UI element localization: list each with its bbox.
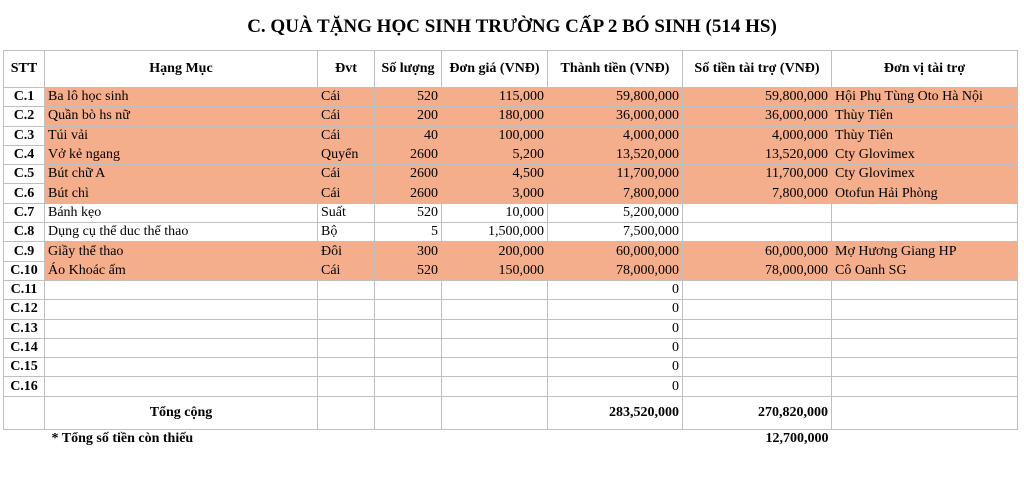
row-sponsor[interactable] — [832, 338, 1018, 357]
row-unit-price[interactable]: 115,000 — [442, 88, 548, 107]
row-stt[interactable]: C.6 — [4, 184, 45, 203]
row-unit-price[interactable]: 150,000 — [442, 261, 548, 280]
total-stt-cell[interactable] — [4, 396, 45, 429]
row-sponsored-amount[interactable] — [683, 203, 832, 222]
row-quantity[interactable] — [375, 358, 442, 377]
row-sponsored-amount[interactable]: 59,800,000 — [683, 88, 832, 107]
row-total[interactable]: 78,000,000 — [548, 261, 683, 280]
row-sponsor[interactable]: Mợ Hương Giang HP — [832, 242, 1018, 261]
table-row — [4, 338, 1018, 357]
total-sponsor-cell[interactable] — [832, 396, 1018, 429]
table-row — [4, 261, 1018, 280]
row-item[interactable] — [45, 358, 318, 377]
row-unit[interactable]: Cái — [318, 107, 375, 126]
row-stt[interactable]: C.16 — [4, 377, 45, 396]
row-sponsored-amount[interactable] — [683, 280, 832, 299]
grand-total-value[interactable]: 283,520,000 — [548, 396, 683, 429]
row-quantity[interactable]: 520 — [375, 261, 442, 280]
row-quantity[interactable]: 2600 — [375, 184, 442, 203]
row-unit[interactable]: Suất — [318, 203, 375, 222]
row-quantity[interactable] — [375, 300, 442, 319]
row-stt[interactable]: C.1 — [4, 88, 45, 107]
table-row — [4, 126, 1018, 145]
row-item[interactable]: Túi vải — [45, 126, 318, 145]
row-total[interactable]: 11,700,000 — [548, 165, 683, 184]
table-row — [4, 319, 1018, 338]
row-quantity[interactable]: 520 — [375, 203, 442, 222]
row-sponsor[interactable]: Cô Oanh SG — [832, 261, 1018, 280]
row-sponsor[interactable]: Thùy Tiên — [832, 107, 1018, 126]
row-stt[interactable]: C.7 — [4, 203, 45, 222]
row-sponsored-amount[interactable]: 4,000,000 — [683, 126, 832, 145]
row-total[interactable]: 0 — [548, 319, 683, 338]
row-item[interactable]: Ba lô học sinh — [45, 88, 318, 107]
row-item[interactable]: Giầy thể thao — [45, 242, 318, 261]
row-total[interactable]: 5,200,000 — [548, 203, 683, 222]
total-sponsored-value[interactable]: 270,820,000 — [683, 396, 832, 429]
row-unit[interactable]: Cái — [318, 261, 375, 280]
row-item[interactable] — [45, 300, 318, 319]
row-stt[interactable]: C.13 — [4, 319, 45, 338]
row-quantity[interactable]: 2600 — [375, 165, 442, 184]
row-stt[interactable]: C.8 — [4, 223, 45, 242]
row-stt[interactable]: C.3 — [4, 126, 45, 145]
row-unit[interactable] — [318, 319, 375, 338]
row-total[interactable]: 4,000,000 — [548, 126, 683, 145]
row-sponsor[interactable] — [832, 280, 1018, 299]
row-item[interactable]: Quần bò hs nữ — [45, 107, 318, 126]
table-row — [4, 165, 1018, 184]
row-quantity[interactable] — [375, 377, 442, 396]
row-unit-price[interactable]: 1,500,000 — [442, 223, 548, 242]
row-unit[interactable]: Cái — [318, 88, 375, 107]
row-unit-price[interactable]: 200,000 — [442, 242, 548, 261]
row-unit[interactable]: Cái — [318, 184, 375, 203]
row-unit[interactable]: Quyển — [318, 145, 375, 164]
header-item[interactable]: Hạng Mục — [45, 51, 318, 88]
row-stt[interactable]: C.12 — [4, 300, 45, 319]
row-item[interactable]: Áo Khoác ấm — [45, 261, 318, 280]
row-sponsor[interactable] — [832, 377, 1018, 396]
row-stt[interactable]: C.4 — [4, 145, 45, 164]
row-quantity[interactable]: 300 — [375, 242, 442, 261]
row-sponsor[interactable] — [832, 358, 1018, 377]
row-stt[interactable]: C.11 — [4, 280, 45, 299]
row-sponsored-amount[interactable] — [683, 319, 832, 338]
row-sponsored-amount[interactable]: 13,520,000 — [683, 145, 832, 164]
row-total[interactable]: 36,000,000 — [548, 107, 683, 126]
row-stt[interactable]: C.2 — [4, 107, 45, 126]
total-label[interactable]: Tổng cộng — [45, 396, 318, 429]
row-sponsor[interactable] — [832, 300, 1018, 319]
row-sponsor[interactable] — [832, 223, 1018, 242]
row-total[interactable]: 59,800,000 — [548, 88, 683, 107]
shortfall-label[interactable]: * Tổng số tiền còn thiếu — [51, 430, 194, 446]
row-total[interactable]: 0 — [548, 300, 683, 319]
total-qty-cell[interactable] — [375, 396, 442, 429]
row-quantity[interactable]: 5 — [375, 223, 442, 242]
row-unit-price[interactable]: 4,500 — [442, 165, 548, 184]
row-item[interactable] — [45, 377, 318, 396]
table-row — [4, 358, 1018, 377]
row-stt[interactable]: C.15 — [4, 358, 45, 377]
row-quantity[interactable]: 200 — [375, 107, 442, 126]
header-quantity[interactable]: Số lượng — [375, 51, 442, 88]
row-unit-price[interactable]: 10,000 — [442, 203, 548, 222]
row-sponsor[interactable]: Otofun Hải Phòng — [832, 184, 1018, 203]
row-sponsor[interactable] — [832, 203, 1018, 222]
total-row — [4, 396, 1018, 429]
header-stt[interactable]: STT — [4, 51, 45, 88]
row-sponsored-amount[interactable] — [683, 223, 832, 242]
row-item[interactable]: Bút chữ A — [45, 165, 318, 184]
table-row — [4, 280, 1018, 299]
row-total[interactable]: 7,800,000 — [548, 184, 683, 203]
row-sponsor[interactable]: Hội Phụ Tùng Oto Hà Nội — [832, 88, 1018, 107]
row-unit-price[interactable] — [442, 338, 548, 357]
row-item[interactable] — [45, 338, 318, 357]
row-sponsored-amount[interactable] — [683, 377, 832, 396]
header-row — [4, 51, 1018, 88]
gift-table — [3, 50, 1018, 448]
table-row — [4, 184, 1018, 203]
row-sponsor[interactable]: Cty Glovimex — [832, 145, 1018, 164]
table-row — [4, 88, 1018, 107]
sheet-title: C. QUÀ TẶNG HỌC SINH TRƯỜNG CẤP 2 BÓ SINH (514 HS) — [247, 16, 777, 37]
row-stt[interactable]: C.14 — [4, 338, 45, 357]
row-stt[interactable]: C.5 — [4, 165, 45, 184]
row-quantity[interactable] — [375, 319, 442, 338]
total-unit-cell[interactable] — [318, 396, 375, 429]
row-sponsored-amount[interactable]: 7,800,000 — [683, 184, 832, 203]
row-unit[interactable]: Bộ — [318, 223, 375, 242]
row-unit[interactable] — [318, 338, 375, 357]
row-item[interactable] — [45, 280, 318, 299]
row-sponsor[interactable]: Cty Glovimex — [832, 165, 1018, 184]
row-unit-price[interactable] — [442, 280, 548, 299]
shortfall-value[interactable]: 12,700,000 — [765, 430, 829, 446]
row-stt[interactable]: C.9 — [4, 242, 45, 261]
row-unit-price[interactable]: 180,000 — [442, 107, 548, 126]
row-unit[interactable]: Cái — [318, 165, 375, 184]
row-unit-price[interactable]: 5,200 — [442, 145, 548, 164]
row-sponsor[interactable]: Thùy Tiên — [832, 126, 1018, 145]
row-item[interactable]: Vở kẻ ngang — [45, 145, 318, 164]
row-unit-price[interactable] — [442, 319, 548, 338]
table-row — [4, 242, 1018, 261]
row-unit[interactable] — [318, 358, 375, 377]
table-row — [4, 223, 1018, 242]
row-sponsored-amount[interactable]: 78,000,000 — [683, 261, 832, 280]
row-unit[interactable]: Cái — [318, 126, 375, 145]
header-unit[interactable]: Đvt — [318, 51, 375, 88]
row-unit-price[interactable]: 100,000 — [442, 126, 548, 145]
shortfall-row — [4, 429, 1018, 448]
row-item[interactable]: Bút chì — [45, 184, 318, 203]
table-row — [4, 203, 1018, 222]
row-quantity[interactable]: 2600 — [375, 145, 442, 164]
row-sponsor[interactable] — [832, 319, 1018, 338]
row-sponsored-amount[interactable]: 60,000,000 — [683, 242, 832, 261]
table-row — [4, 377, 1018, 396]
row-total[interactable]: 0 — [548, 377, 683, 396]
row-quantity[interactable]: 40 — [375, 126, 442, 145]
header-unit-price[interactable]: Đơn giá (VNĐ) — [442, 51, 548, 88]
row-item[interactable]: Bánh kẹo — [45, 203, 318, 222]
row-total[interactable]: 0 — [548, 338, 683, 357]
table-row — [4, 145, 1018, 164]
row-total[interactable]: 0 — [548, 280, 683, 299]
header-sponsored-amount[interactable]: Số tiền tài trợ (VNĐ) — [683, 51, 832, 88]
row-stt[interactable]: C.10 — [4, 261, 45, 280]
row-unit[interactable] — [318, 377, 375, 396]
row-item[interactable]: Dụng cụ thể duc thể thao — [45, 223, 318, 242]
total-price-cell[interactable] — [442, 396, 548, 429]
row-unit[interactable]: Đôi — [318, 242, 375, 261]
row-quantity[interactable]: 520 — [375, 88, 442, 107]
row-sponsored-amount[interactable] — [683, 300, 832, 319]
row-unit[interactable] — [318, 280, 375, 299]
row-unit-price[interactable] — [442, 358, 548, 377]
header-total[interactable]: Thành tiền (VNĐ) — [548, 51, 683, 88]
row-total[interactable]: 60,000,000 — [548, 242, 683, 261]
row-item[interactable] — [45, 319, 318, 338]
table-row — [4, 300, 1018, 319]
row-sponsored-amount[interactable]: 36,000,000 — [683, 107, 832, 126]
row-total[interactable]: 7,500,000 — [548, 223, 683, 242]
row-unit-price[interactable] — [442, 377, 548, 396]
row-quantity[interactable] — [375, 338, 442, 357]
row-unit-price[interactable]: 3,000 — [442, 184, 548, 203]
row-sponsored-amount[interactable] — [683, 338, 832, 357]
row-unit[interactable] — [318, 300, 375, 319]
row-quantity[interactable] — [375, 280, 442, 299]
row-sponsored-amount[interactable]: 11,700,000 — [683, 165, 832, 184]
row-total[interactable]: 13,520,000 — [548, 145, 683, 164]
row-sponsored-amount[interactable] — [683, 358, 832, 377]
header-sponsor[interactable]: Đơn vị tài trợ — [832, 51, 1018, 88]
row-unit-price[interactable] — [442, 300, 548, 319]
shortfall-empty-cell[interactable] — [832, 429, 1018, 448]
row-total[interactable]: 0 — [548, 358, 683, 377]
table-row — [4, 107, 1018, 126]
